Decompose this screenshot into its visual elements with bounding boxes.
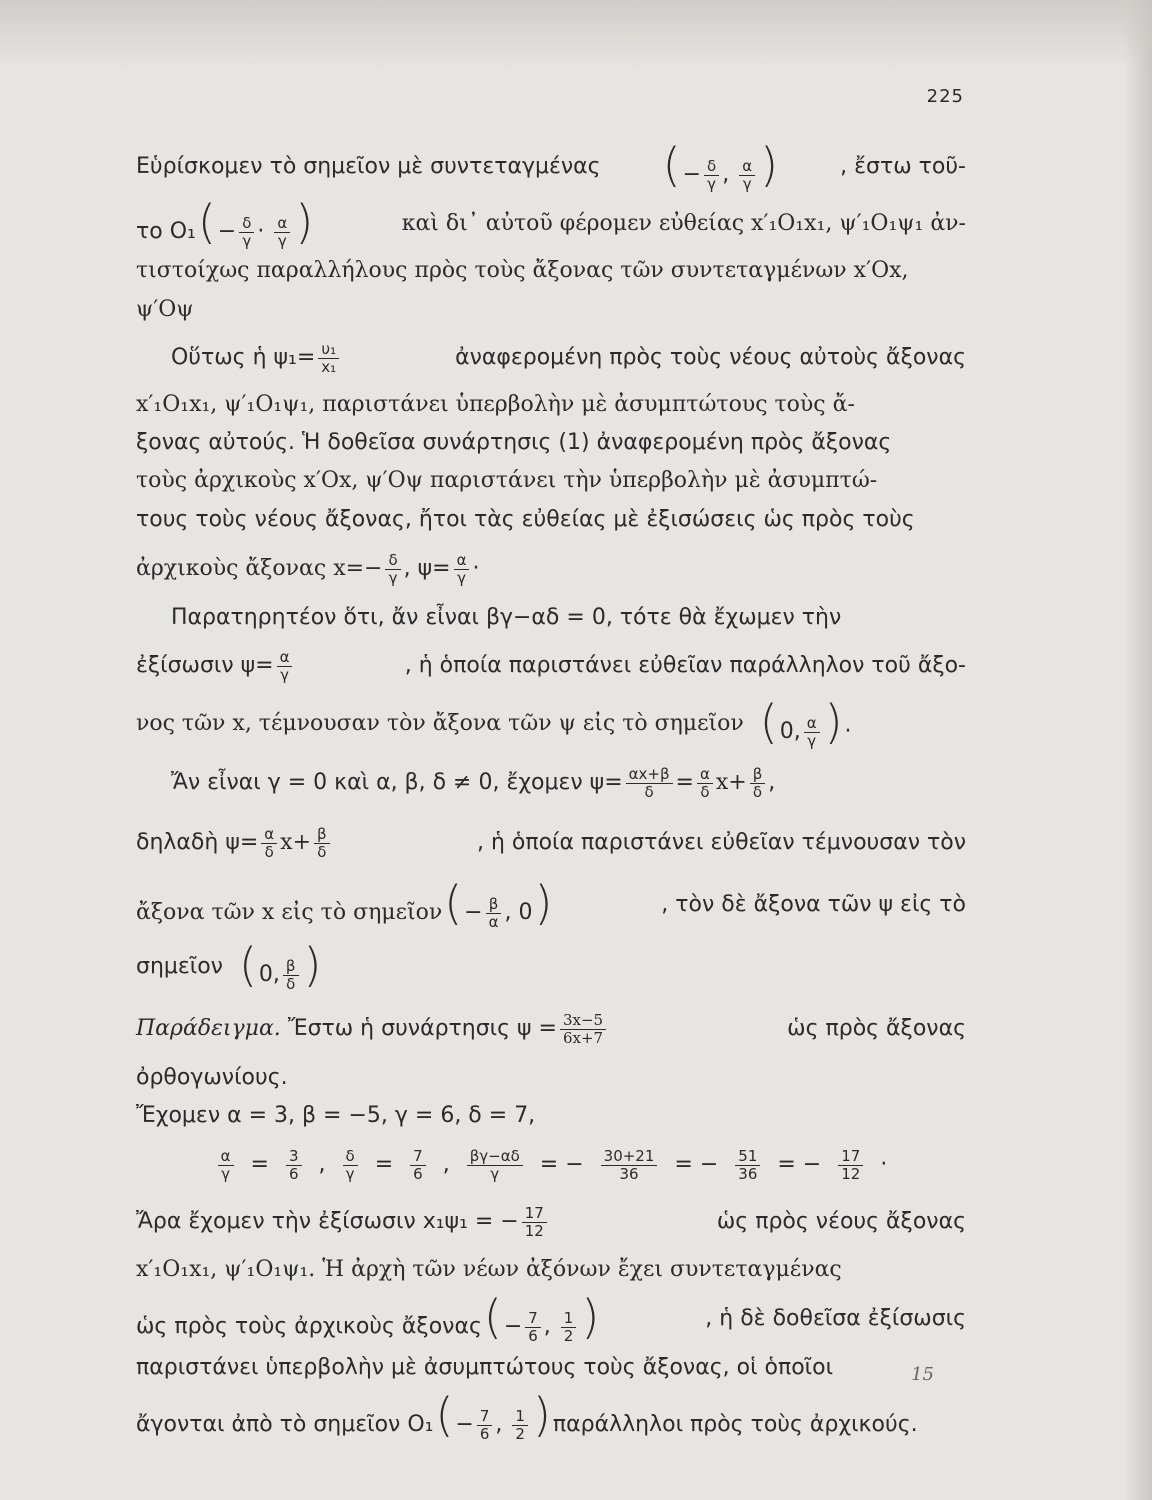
text-line: Ἔχομεν α = 3, β = −5, γ = 6, δ = 7, — [136, 1102, 536, 1128]
text-line: Ἄρα ἔχομεν τὴν ἐξίσωσιν x₁ψ₁ = − $\frac{17}{12}$ ὡς πρὸς νέους ἄξονας — [136, 1204, 966, 1240]
text-line: παριστάνει ὑπερβολὴν μὲ ἀσυμπτώτους τοὺς ἄξονας, οἱ ὁποῖοι — [136, 1354, 834, 1380]
text-line: Παράδειγμα. Ἔστω ἡ συνάρτησις ψ = $\frac{3x-5}{6x+7}$ ὡς πρὸς ἄξονας — [136, 1011, 966, 1047]
equation-line: α γ = 3 6 , δ γ = 7 6 , βγ−αδ γ = − 30+21 36 = − 51 36 = − 17 12 · — [136, 1136, 966, 1194]
text-line: Ἄν εἶναι γ = 0 καὶ α, β, δ ≠ 0, ἔχομεν ψ= $\frac{\alpha x+\beta}{\delta}$ = $\frac{\alpha}{\delta}$ x+ $\frac{\beta}{\delta}$ , — [170, 765, 776, 801]
text-line: ἐξίσωσιν ψ= $\frac{\alpha}{\gamma}$ , ἡ ὁποία παριστάνει εὐθεῖαν παράλληλον τοῦ ἄξο- — [136, 648, 966, 684]
text-line: δηλαδὴ ψ= $\frac{\alpha}{\delta}$ x+ $\frac{\beta}{\delta}$ , ἡ ὁποία παριστάνει εὐθεῖαν τέμνουσαν τὸν — [136, 825, 966, 861]
text-line: το O₁(− $\frac{\delta}{\gamma}$ · $\frac{\alpha}{\gamma}$ ) καὶ δι᾽ αὐτοῦ φέρομεν εὐθείας x′₁O₁x₁, ψ′₁O₁ψ₁ ἀν- — [136, 195, 966, 250]
text-line: ὡς πρὸς τοὺς ἀρχικοὺς ἄξονας(− $\frac{7}{6}$ , $\frac{1}{2}$ ) , ἡ δὲ δοθεῖσα ἐξίσωσις — [136, 1290, 966, 1345]
page-number: 225 — [926, 86, 964, 107]
text-line: τοὺς ἀρχικοὺς x′Ox, ψ′Oψ παριστάνει τὴν ὑπερβολὴν μὲ ἀσυμπτώ- — [136, 467, 878, 493]
body-text — [136, 138, 966, 1446]
signature-mark: 15 — [911, 1364, 934, 1385]
example-heading: Παράδειγμα. — [136, 1016, 281, 1041]
text-line: x′₁O₁x₁, ψ′₁O₁ψ₁. Ἡ ἀρχὴ τῶν νέων ἀξόνων ἔχει συντεταγμένας — [136, 1256, 842, 1282]
text-line: ξονας αὐτούς. Ἡ δοθεῖσα συνάρτησις (1) ἀναφερομένη πρὸς ἄξονας — [136, 429, 892, 455]
text-line: τιστοίχως παραλλήλους πρὸς τοὺς ἄξονας τῶν συντεταγμένων x′Ox, — [136, 257, 909, 283]
text-line: Οὕτως ἡ ψ₁= $\frac{\text{υ₁}}{\text{x₁}}$ ἀναφερομένη πρὸς τοὺς νέους αὐτοὺς ἄξονας — [170, 340, 966, 376]
text-line: σημεῖον (0, $\frac{\beta}{\delta}$ ) — [136, 938, 322, 993]
text-line: ἀρχικοὺς ἄξονας x=− $\frac{\delta}{\gamma}$ , ψ= $\frac{\alpha}{\gamma}$ · — [136, 551, 480, 587]
text-line: νος τῶν x, τέμνουσαν τὸν ἄξονα τῶν ψ εἰς τὸ σημεῖον (0, $\frac{\alpha}{\gamma}$ )· — [136, 695, 852, 750]
text-line: Εὑρίσκομεν τὸ σημεῖον μὲ συντεταγμένας (− $\frac{\delta}{\gamma}$ , $\frac{\alpha}{\gamma}$ ) , ἔστω τοῦ- — [136, 138, 966, 193]
text-line: ὀρθογωνίους. — [136, 1064, 288, 1090]
text-line: ψ′Oψ — [136, 296, 194, 322]
text-line: x′₁O₁x₁, ψ′₁O₁ψ₁, παριστάνει ὑπερβολὴν μὲ ἀσυμπτώτους τοὺς ἄ- — [136, 391, 855, 417]
text-line: Παρατηρητέον ὅτι, ἄν εἶναι βγ−αδ = 0, τότε θὰ ἔχωμεν τὴν — [170, 604, 842, 630]
text-line: ἄγονται ἀπὸ τὸ σημεῖον O₁(− $\frac{7}{6}$ , $\frac{1}{2}$ )παράλληλοι πρὸς τοὺς ἀρχικούς. — [136, 1388, 918, 1443]
text-line: τους τοὺς νέους ἄξονας, ἤτοι τὰς εὐθείας μὲ ἐξισώσεις ὡς πρὸς τοὺς — [136, 506, 915, 532]
text-line: ἄξονα τῶν x εἰς τὸ σημεῖον(− $\frac{\beta}{\alpha}$ , 0) , τὸν δὲ ἄξονα τῶν ψ εἰς τὸ — [136, 876, 966, 931]
